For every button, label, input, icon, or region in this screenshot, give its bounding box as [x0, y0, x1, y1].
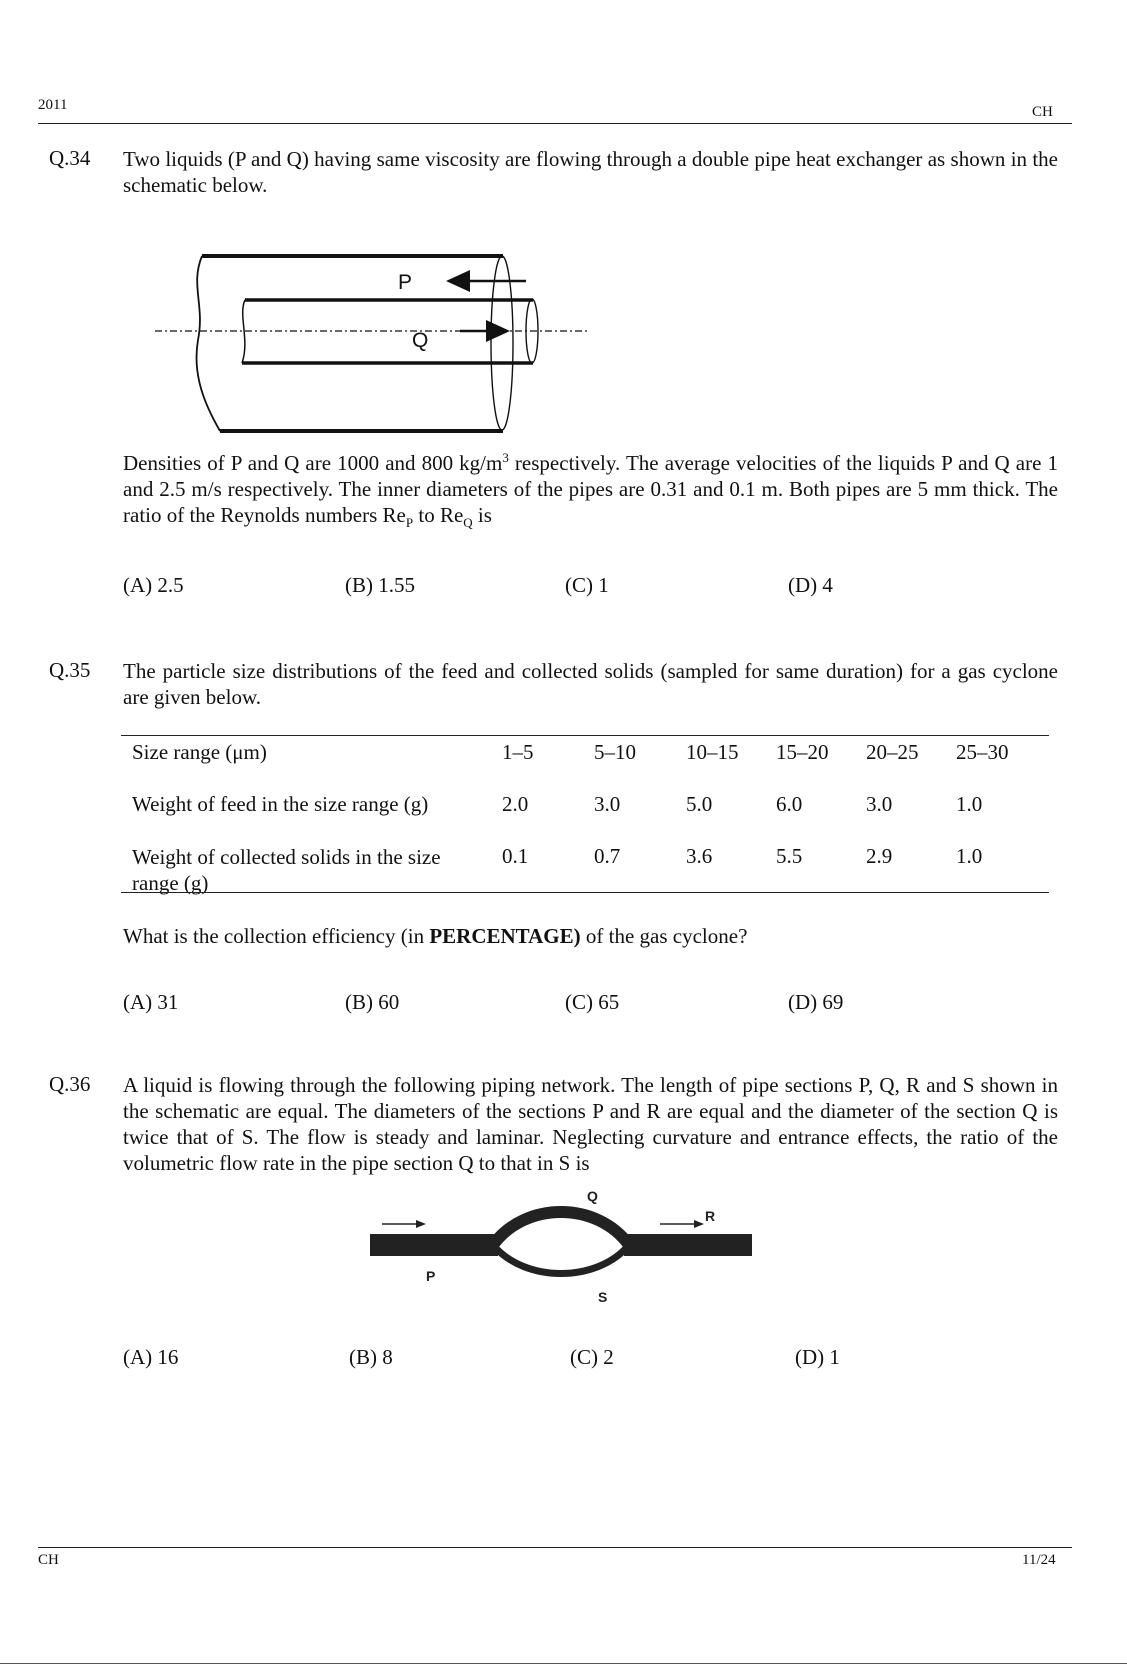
table-cell: 2.9: [866, 844, 893, 868]
q35-table-bottom-rule: [121, 892, 1049, 893]
table-row-label: Weight of feed in the size range (g): [132, 792, 429, 816]
q36-option-d[interactable]: (D) 1: [795, 1345, 840, 1369]
table-cell: 25–30: [956, 740, 1009, 764]
table-row: [132, 844, 1032, 896]
table-cell: 20–25: [866, 740, 919, 764]
q36-number: Q.36: [49, 1072, 91, 1096]
q35-number: Q.35: [49, 658, 91, 682]
q34-subscript-q: Q: [463, 515, 473, 531]
q34-option-a[interactable]: (A) 2.5: [123, 573, 184, 597]
q35-question: [123, 923, 1058, 949]
q34-body-part-4: is: [472, 503, 492, 527]
q34-label-p: P: [398, 271, 413, 294]
q36-option-a[interactable]: (A) 16: [123, 1345, 179, 1369]
table-cell: 5.0: [686, 792, 713, 816]
table-cell: 0.7: [594, 844, 621, 868]
table-cell: 3.6: [686, 844, 713, 868]
q34-double-pipe-schematic: [150, 245, 600, 440]
q34-text: Two liquids (P and Q) having same viscosity are flowing through a double pipe heat exchanger as shown in the schematic below.: [123, 147, 1058, 197]
q36-piping-network-schematic: [360, 1185, 760, 1310]
table-cell: 1.0: [956, 792, 983, 816]
q34-body-part-1: Densities of P and Q are 1000 and 800 kg/m: [123, 451, 503, 475]
q36-label-q: Q: [587, 1188, 598, 1204]
footer-subject-code: CH: [38, 1552, 59, 1568]
table-cell: 3.0: [866, 792, 893, 816]
table-cell: 1–5: [502, 740, 534, 764]
q34-option-b[interactable]: (B) 1.55: [345, 573, 415, 597]
q35-question-part-2: of the gas cyclone?: [580, 924, 748, 948]
q35-option-d[interactable]: (D) 69: [788, 990, 844, 1014]
table-row: [132, 740, 1032, 792]
q35-option-b[interactable]: (B) 60: [345, 990, 400, 1014]
q35-text: The particle size distributions of the feed and collected solids (sampled for same duration) for a gas cyclone are given below.: [123, 659, 1058, 709]
q34-problem-statement: [123, 445, 1058, 536]
table-cell: 5.5: [776, 844, 803, 868]
footer-page-number: 11/24: [1022, 1552, 1056, 1568]
q34-option-c[interactable]: (C) 1: [565, 573, 609, 597]
q36-option-c[interactable]: (C) 2: [570, 1345, 614, 1369]
q36-text: A liquid is flowing through the following piping network. The length of pipe sections P, Q, R and S shown in the schematic are equal. The diameters of the sections P and R are equal and the diameter of the section Q is twice that of S. The flow is steady and laminar. Neglecting curvature and entrance effects, the ratio of the volumetric flow rate in the pipe section Q to that in S is: [123, 1073, 1058, 1175]
q36-label-s: S: [598, 1289, 608, 1305]
q35-particle-size-table: [132, 740, 1032, 896]
table-cell: 6.0: [776, 792, 803, 816]
table-row-label: Size range (μm): [132, 740, 267, 764]
q34-option-d[interactable]: (D) 4: [788, 573, 833, 597]
header-subject-code: CH: [1032, 104, 1053, 120]
q34-label-q: Q: [412, 329, 429, 352]
q36-label-p: P: [426, 1268, 436, 1284]
page-bottom-edge: [0, 1663, 1127, 1664]
table-cell: 15–20: [776, 740, 829, 764]
q35-question-emphasis: PERCENTAGE): [429, 924, 581, 948]
q35-option-c[interactable]: (C) 65: [565, 990, 620, 1014]
table-cell: 0.1: [502, 844, 529, 868]
q34-body-part-2: respectively. The average velocities of the liquids P and Q are 1 and 2.5 m/s respectively. The inner diameters of the pipes are 0.31 and 0.1 m. Both pipes are 5 mm thick. The ratio of the Reynolds numbers Re: [123, 451, 1058, 527]
q36-option-b[interactable]: (B) 8: [349, 1345, 393, 1369]
table-row-label: Weight of collected solids in the size range (g): [132, 845, 441, 895]
q34-density-unit-exponent: 3: [502, 450, 509, 465]
table-row: [132, 792, 1032, 844]
q35-question-part-1: What is the collection efficiency (in: [123, 924, 430, 948]
q35-option-a[interactable]: (A) 31: [123, 990, 179, 1014]
q34-body-part-3: to Re: [413, 503, 464, 527]
header-rule: [38, 123, 1072, 124]
table-cell: 2.0: [502, 792, 529, 816]
footer-rule: [38, 1547, 1072, 1548]
table-cell: 10–15: [686, 740, 739, 764]
header-year: 2011: [38, 97, 68, 113]
q36-label-r: R: [705, 1208, 716, 1224]
table-cell: 1.0: [956, 844, 983, 868]
table-cell: 5–10: [594, 740, 636, 764]
q34-number: Q.34: [49, 146, 91, 170]
q35-table-top-rule: [121, 735, 1049, 736]
q34-subscript-p: P: [405, 515, 414, 531]
table-cell: 3.0: [594, 792, 621, 816]
